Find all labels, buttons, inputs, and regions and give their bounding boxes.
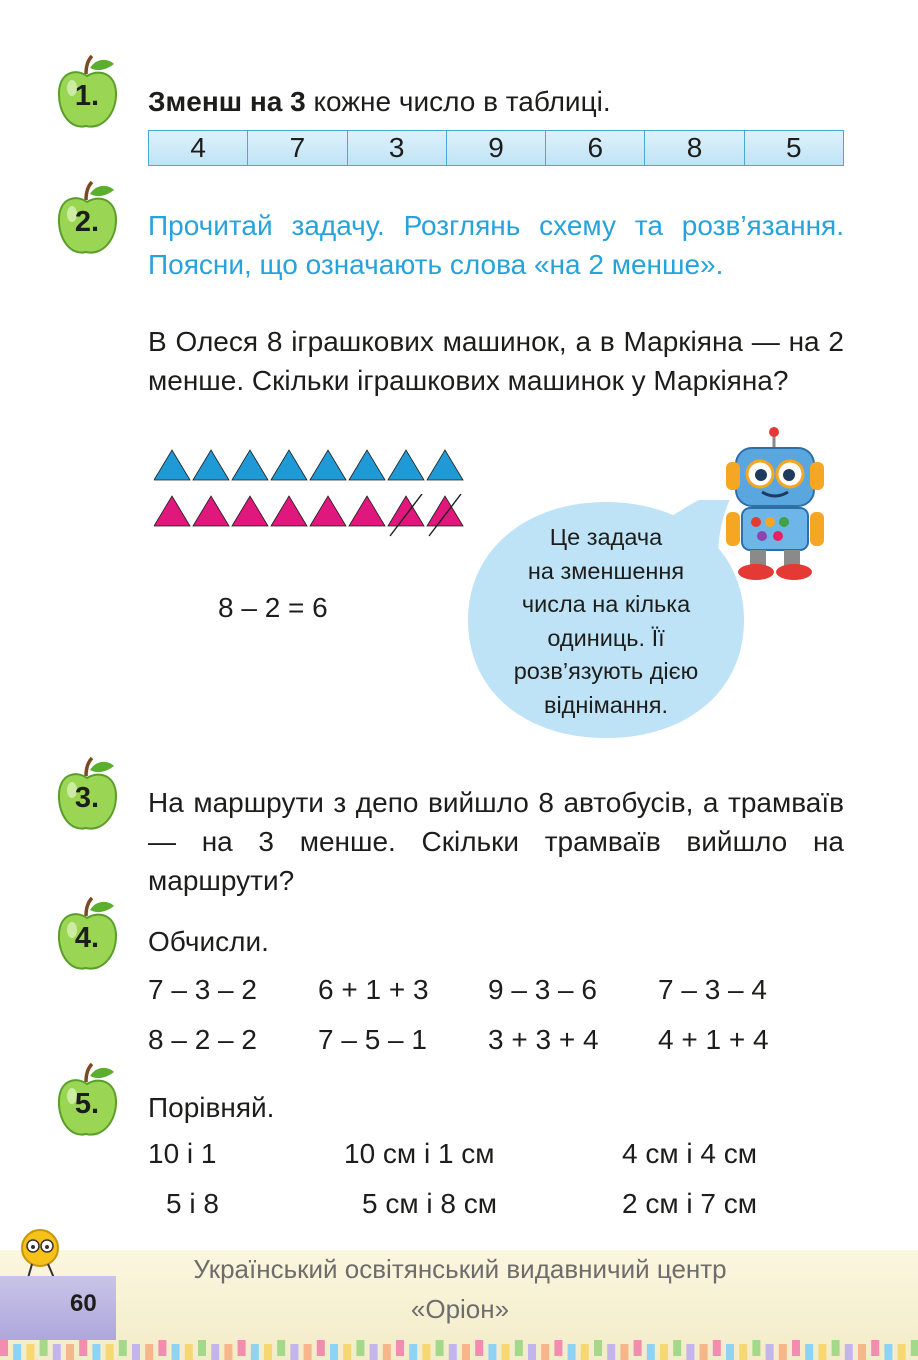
table-cell: 3 xyxy=(347,131,446,166)
task-3-text: На маршрути з депо вийшло 8 автобусів, а трамваїв — на 3 менше. Скільки трамваїв вийшло на маршрути? xyxy=(148,787,844,896)
triangle xyxy=(154,450,190,480)
strip-block xyxy=(0,1340,8,1356)
bubble-line: одиниць. Її xyxy=(547,624,665,651)
strip-block xyxy=(845,1344,853,1360)
number-table xyxy=(148,130,844,166)
table-cell: 9 xyxy=(446,131,545,166)
strip-block xyxy=(383,1344,391,1360)
strip-block xyxy=(818,1344,826,1360)
strip-block xyxy=(620,1344,628,1360)
strip-block xyxy=(436,1340,444,1356)
publisher-line-1: Український освітянський видавничий центр xyxy=(193,1254,727,1284)
table-cell: 7 xyxy=(248,131,347,166)
strip-block xyxy=(686,1344,694,1360)
strip-block xyxy=(277,1340,285,1356)
comparison: 10 см і 1 см xyxy=(344,1138,495,1169)
strip-block xyxy=(528,1344,536,1360)
comparison: 4 см і 4 см xyxy=(622,1138,757,1169)
expression: 7 – 5 – 1 xyxy=(318,1024,427,1055)
comparison: 2 см і 7 см xyxy=(622,1188,757,1219)
page-number-box xyxy=(0,1276,116,1340)
triangle xyxy=(232,496,268,526)
strip-block xyxy=(884,1344,892,1360)
task-number: 3. xyxy=(74,782,100,814)
strip-block xyxy=(13,1344,21,1360)
decorative-strip xyxy=(0,1336,918,1360)
task-5-apple-icon xyxy=(56,1062,122,1142)
strip-block xyxy=(739,1344,747,1360)
strip-block xyxy=(700,1344,708,1360)
strip-block xyxy=(238,1340,246,1356)
table-cell: 8 xyxy=(645,131,744,166)
strip-block xyxy=(647,1344,655,1360)
triangle xyxy=(310,450,346,480)
table-cell: 4 xyxy=(149,131,248,166)
expression: 6 + 1 + 3 xyxy=(318,974,429,1005)
strip-block xyxy=(251,1344,259,1360)
strip-block xyxy=(515,1340,523,1356)
task-number: 4. xyxy=(74,922,100,954)
comparison: 10 і 1 xyxy=(148,1138,217,1169)
expression: 9 – 3 – 6 xyxy=(488,974,597,1005)
task-2-instruction: Прочитай задачу. Розглянь схему та розв’язання. Поясни, що означають слова «на 2 менше». xyxy=(148,210,844,280)
strip-block xyxy=(660,1344,668,1360)
strip-block xyxy=(805,1344,813,1360)
blue-triangles-row xyxy=(154,448,474,484)
strip-block xyxy=(158,1340,166,1356)
bubble-line: віднімання. xyxy=(543,691,669,718)
strip-block xyxy=(779,1344,787,1360)
pink-triangles-row xyxy=(154,494,474,538)
task-1-apple-icon xyxy=(56,54,122,134)
triangle xyxy=(427,450,463,480)
triangle xyxy=(349,450,385,480)
strip-block xyxy=(766,1344,774,1360)
strip-block xyxy=(185,1344,193,1360)
triangle xyxy=(271,450,307,480)
bubble-line: розв’язують дією xyxy=(513,658,699,684)
expression: 7 – 3 – 4 xyxy=(658,974,767,1005)
strip-block xyxy=(198,1340,206,1356)
strip-block xyxy=(145,1344,153,1360)
expression: 3 + 3 + 4 xyxy=(488,1024,599,1055)
strip-block xyxy=(343,1344,351,1360)
triangle xyxy=(388,450,424,480)
task-2-apple-icon xyxy=(56,180,122,260)
strip-block xyxy=(871,1340,879,1356)
strip-block xyxy=(581,1344,589,1360)
task-1-text xyxy=(148,82,844,121)
task-number: 2. xyxy=(74,206,100,238)
strip-block xyxy=(26,1344,34,1360)
task-3-apple-icon xyxy=(56,756,122,836)
strip-block xyxy=(66,1344,74,1360)
strip-block xyxy=(304,1344,312,1360)
bubble-line: на зменшення xyxy=(527,557,685,584)
strip-block xyxy=(475,1340,483,1356)
strip-block xyxy=(79,1340,87,1356)
triangle xyxy=(310,496,346,526)
strip-block xyxy=(172,1344,180,1360)
triangle xyxy=(232,450,268,480)
strip-block xyxy=(53,1344,61,1360)
strip-block xyxy=(356,1340,364,1356)
task-1-bold: Зменш на 3 xyxy=(148,86,306,117)
strip-block xyxy=(224,1344,232,1360)
strip-block xyxy=(330,1344,338,1360)
strip-block xyxy=(462,1344,470,1360)
task-5-title: Порівняй. xyxy=(148,1092,275,1123)
task-4-apple-icon xyxy=(56,896,122,976)
expression: 8 – 2 – 2 xyxy=(148,1024,257,1055)
strip-block xyxy=(911,1340,918,1356)
task-number: 1. xyxy=(74,80,100,112)
bubble-line: Це задача xyxy=(549,524,663,550)
strip-block xyxy=(370,1344,378,1360)
page-number: 60 xyxy=(70,1290,97,1317)
task-2-problem: В Олеся 8 іграшкових машинок, а в Маркіяна — на 2 менше. Скільки іграшкових машинок у Маркіяна? xyxy=(148,326,844,396)
publisher-line-2: «Оріон» xyxy=(410,1294,510,1324)
strip-block xyxy=(132,1344,140,1360)
strip-block xyxy=(211,1344,219,1360)
triangle xyxy=(349,496,385,526)
comparison: 5 см і 8 см xyxy=(362,1188,497,1219)
strip-block xyxy=(713,1340,721,1356)
strip-block xyxy=(554,1340,562,1356)
strip-block xyxy=(290,1344,298,1360)
triangle xyxy=(427,496,463,526)
strip-block xyxy=(726,1344,734,1360)
strip-block xyxy=(106,1344,114,1360)
expression: 4 + 1 + 4 xyxy=(658,1024,769,1055)
strip-block xyxy=(409,1344,417,1360)
expression: 7 – 3 – 2 xyxy=(148,974,257,1005)
triangle xyxy=(193,496,229,526)
strip-block xyxy=(396,1340,404,1356)
strip-block xyxy=(832,1340,840,1356)
triangle xyxy=(193,450,229,480)
strip-block xyxy=(898,1344,906,1360)
equation: 8 – 2 = 6 xyxy=(218,592,328,623)
comparison: 5 і 8 xyxy=(166,1188,219,1219)
task-1-rest: кожне число в таблиці. xyxy=(305,86,611,117)
strip-block xyxy=(634,1340,642,1356)
strip-block xyxy=(119,1340,127,1356)
strip-block xyxy=(858,1344,866,1360)
strip-block xyxy=(502,1344,510,1360)
strip-block xyxy=(541,1344,549,1360)
table-cell: 6 xyxy=(546,131,645,166)
strip-block xyxy=(40,1340,48,1356)
task-4-title: Обчисли. xyxy=(148,926,269,957)
triangle xyxy=(388,496,424,526)
strip-block xyxy=(92,1344,100,1360)
bubble-line: числа на кілька xyxy=(521,591,691,617)
strip-block xyxy=(752,1340,760,1356)
triangle xyxy=(154,496,190,526)
strip-block xyxy=(607,1344,615,1360)
strip-block xyxy=(792,1340,800,1356)
triangle xyxy=(271,496,307,526)
strip-block xyxy=(422,1344,430,1360)
robot-icon xyxy=(722,426,842,582)
strip-block xyxy=(317,1340,325,1356)
strip-block xyxy=(594,1340,602,1356)
strip-block xyxy=(673,1340,681,1356)
strip-block xyxy=(449,1344,457,1360)
strip-block xyxy=(568,1344,576,1360)
strip-block xyxy=(488,1344,496,1360)
bubble-text xyxy=(476,521,736,722)
strip-block xyxy=(264,1344,272,1360)
mascot-icon xyxy=(10,1224,80,1284)
table-cell: 5 xyxy=(744,131,843,166)
task-number: 5. xyxy=(74,1088,100,1120)
